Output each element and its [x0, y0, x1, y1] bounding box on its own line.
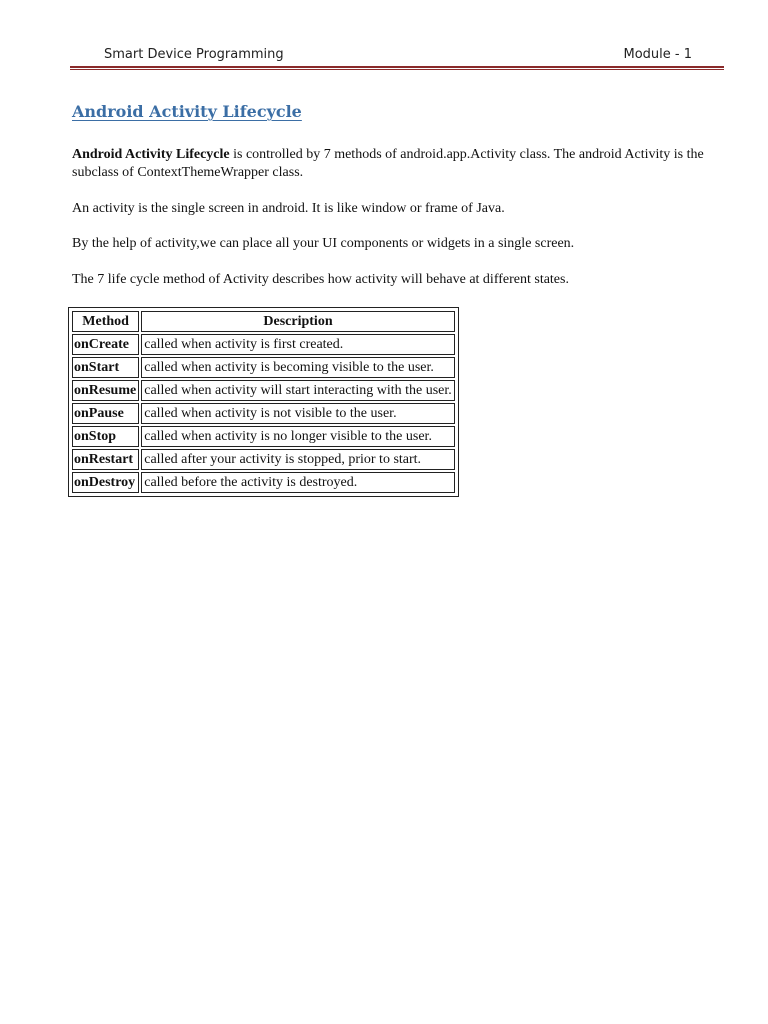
column-header-method: Method — [72, 311, 139, 332]
method-description-cell: called when activity is first created. — [141, 334, 455, 355]
paragraph-activity-definition: An activity is the single screen in android. It is like window or frame of Java. — [72, 201, 505, 216]
header-rule — [70, 66, 724, 68]
column-header-description: Description — [141, 311, 455, 332]
header-rule-thin — [70, 69, 724, 70]
paragraph-activity-ui: By the help of activity,we can place all your UI components or widgets in a single screen. — [72, 236, 575, 251]
intro-text: is controlled by 7 methods of android.app.Activity class. The android Activity is the subclass of ContextThemeWrapper class. — [72, 147, 704, 180]
method-description-cell: called when activity is no longer visible to the user. — [141, 426, 455, 447]
method-description-cell: called when activity is not visible to the user. — [141, 403, 455, 424]
table-row — [72, 357, 455, 378]
section-title: Android Activity Lifecycle — [72, 102, 302, 121]
table-header-row — [72, 311, 455, 332]
method-name-cell: onRestart — [72, 449, 139, 470]
method-description-cell: called when activity will start interacting with the user. — [141, 380, 455, 401]
method-name-cell: onDestroy — [72, 472, 139, 493]
method-name-cell: onResume — [72, 380, 139, 401]
intro-bold-term: Android Activity Lifecycle — [72, 147, 230, 162]
table-row — [72, 334, 455, 355]
paragraph-lifecycle-methods: The 7 life cycle method of Activity describes how activity will behave at different states. — [72, 272, 569, 287]
header-course-title: Smart Device Programming — [104, 47, 284, 62]
table-row — [72, 426, 455, 447]
method-description-cell: called after your activity is stopped, prior to start. — [141, 449, 455, 470]
page-header — [104, 46, 692, 66]
table-row — [72, 472, 455, 493]
method-description-cell: called when activity is becoming visible to the user. — [141, 357, 455, 378]
intro-paragraph — [72, 146, 724, 182]
method-description-cell: called before the activity is destroyed. — [141, 472, 455, 493]
method-name-cell: onStop — [72, 426, 139, 447]
table-row — [72, 380, 455, 401]
lifecycle-methods-table — [68, 307, 459, 497]
method-name-cell: onPause — [72, 403, 139, 424]
method-name-cell: onStart — [72, 357, 139, 378]
method-name-cell: onCreate — [72, 334, 139, 355]
table-row — [72, 403, 455, 424]
table-row — [72, 449, 455, 470]
header-module-label: Module - 1 — [623, 47, 692, 62]
